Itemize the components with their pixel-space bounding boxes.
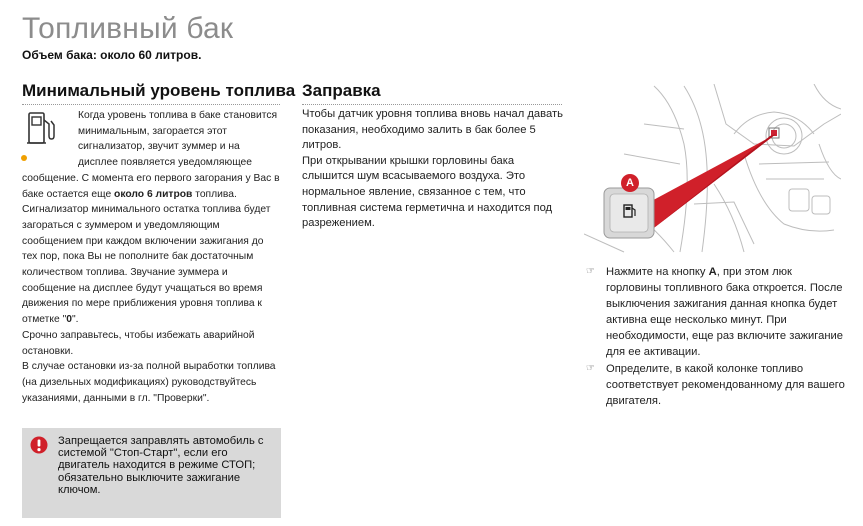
warning-box — [22, 428, 281, 518]
divider — [302, 104, 562, 105]
step1-text-end: , при этом люк горловины топливного бака откроется. После выключения зажигания данная кнопка будет активна еще несколько минут. При необходимости, еще раз включите зажигание для ее активации. — [606, 266, 843, 359]
pointing-hand-icon: ☞ — [586, 362, 595, 374]
min-level-paragraph-3: Срочно заправьтесь, чтобы избежать аварийной остановки. — [22, 329, 255, 357]
min-level-paragraph-2 — [22, 202, 280, 328]
divider — [22, 104, 280, 105]
warning-text: Запрещается заправлять автомобиль с системой "Стоп-Старт", если его двигатель находится в режиме СТОП; обязательно выключите зажигание ключом. — [58, 435, 264, 496]
refuel-paragraph-1: Чтобы датчик уровня топлива вновь начал давать показания, необходимо залить в бак более 5 литров. — [302, 108, 563, 152]
step1-button-ref: A — [708, 266, 717, 278]
min-level-p2-start: Сигнализатор минимального остатка топлива будет загораться с зуммером и уведомляющим сообщением при каждом включении зажигания до тех пор, пока Вы не пополните бак достаточным количеством топлива. Звучание зуммера и сообщение на дисплее будут учащаться во время движения по мере приближения уровня топлива к отметке " — [22, 204, 271, 326]
min-level-text — [22, 108, 280, 406]
min-level-p1-end: топлива. — [192, 188, 237, 200]
step-item — [586, 361, 848, 409]
step2-text: Определите, в какой колонке топливо соответствует рекомендованному для вашего двигателя. — [606, 362, 845, 407]
pointing-hand-icon: ☞ — [586, 266, 595, 277]
refuel-text — [302, 107, 564, 232]
warning-icon — [30, 436, 48, 454]
page-title: Топливный бак — [22, 12, 234, 45]
min-level-zero-mark: 0 — [66, 314, 72, 326]
callout-label: A — [626, 177, 634, 189]
steps-list — [586, 264, 848, 409]
icon-wrap-spacer — [22, 108, 78, 170]
page-subtitle: Объем бака: около 60 литров. — [22, 48, 202, 62]
min-level-p1-intro: Когда уровень топлива в баке становится минимальным, загорается этот сигнализатор, звучит зуммер и на дисплее появляется уведомляющее сообщение. С момента его первого загорания у Вас в баке остается еще — [22, 110, 280, 200]
step1-text: Нажмите на кнопку — [606, 266, 709, 278]
car-interior-illustration — [584, 84, 841, 254]
refuel-heading: Заправка — [302, 81, 381, 100]
min-level-paragraph-4: В случае остановки из-за полной выработки топлива (на дизельных модификациях) руководствуйтесь указаниями, данными в гл. "Проверки". — [22, 361, 276, 404]
min-level-reserve-amount: около 6 литров — [114, 188, 193, 200]
step-item — [586, 264, 848, 361]
refuel-paragraph-2: При открывании крышки горловины бака слышится шум всасываемого воздуха. Это нормальное явление, связанное с тем, что топливная система герметична и находится под разрежением. — [302, 154, 553, 230]
min-level-p2-end: ". — [72, 314, 79, 326]
min-level-heading: Минимальный уровень топлива — [22, 81, 296, 100]
